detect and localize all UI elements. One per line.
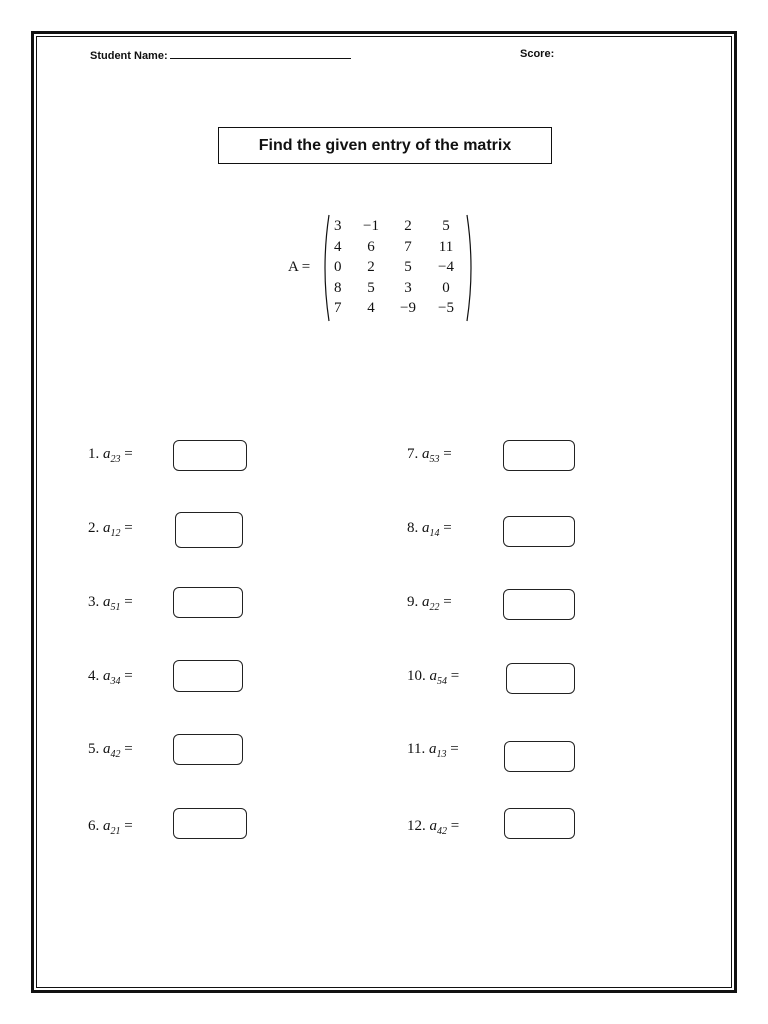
answer-box-9[interactable] xyxy=(503,589,575,620)
matrix-row xyxy=(332,237,466,258)
problem-equals: = xyxy=(124,741,133,757)
problem-variable: a xyxy=(103,818,111,834)
problem-equals: = xyxy=(450,818,460,834)
answer-box-4[interactable] xyxy=(173,660,243,692)
problem-subscript: 14 xyxy=(429,528,440,539)
problem-number: 1. xyxy=(88,446,100,462)
problem-equals: = xyxy=(124,668,133,684)
problem-subscript: 13 xyxy=(436,749,447,760)
problem-variable: a xyxy=(103,668,111,684)
problem-subscript: 22 xyxy=(429,602,440,613)
problem-1 xyxy=(88,446,133,465)
problem-3 xyxy=(88,594,133,613)
matrix-left-parenthesis xyxy=(320,214,330,322)
matrix-cell: 3 xyxy=(404,279,412,296)
problem-variable: a xyxy=(429,668,437,684)
page-border-inner xyxy=(36,36,732,988)
problem-10 xyxy=(407,668,459,687)
problem-11 xyxy=(407,741,459,760)
matrix-cell: 0 xyxy=(442,279,450,296)
problem-number: 5. xyxy=(88,741,100,757)
problem-subscript: 21 xyxy=(110,826,121,837)
problem-subscript: 34 xyxy=(110,676,121,687)
matrix-label: A = xyxy=(288,259,311,275)
problem-6 xyxy=(88,818,133,837)
matrix-cell: −9 xyxy=(400,300,416,316)
matrix-cell: 7 xyxy=(334,300,342,316)
answer-box-10[interactable] xyxy=(506,663,575,694)
matrix-grid xyxy=(332,216,466,319)
matrix-cell: 5 xyxy=(367,279,375,296)
matrix-cell: −5 xyxy=(438,300,454,316)
problem-equals: = xyxy=(124,446,133,462)
matrix-cell: 5 xyxy=(404,259,412,275)
matrix-cell: 4 xyxy=(367,300,375,316)
matrix-row xyxy=(332,278,466,299)
score-label: Score: xyxy=(520,48,555,60)
problem-variable: a xyxy=(422,594,430,610)
problem-number: 11. xyxy=(407,741,426,757)
problem-5 xyxy=(88,741,133,760)
problem-number: 7. xyxy=(407,446,419,462)
problem-variable: a xyxy=(103,594,111,610)
matrix-right-parenthesis xyxy=(466,214,476,322)
problem-8 xyxy=(407,520,452,539)
problem-equals: = xyxy=(450,668,460,684)
problem-12 xyxy=(407,818,459,837)
problem-number: 9. xyxy=(407,594,419,610)
problem-subscript: 54 xyxy=(437,676,447,687)
problem-number: 6. xyxy=(88,818,100,834)
problem-9 xyxy=(407,594,452,613)
matrix-cell: 11 xyxy=(438,238,454,255)
matrix-cell: 2 xyxy=(367,259,375,275)
problem-number: 2. xyxy=(88,520,100,536)
student-name-label: Student Name: xyxy=(90,50,168,62)
problem-subscript: 53 xyxy=(429,454,440,465)
problem-7 xyxy=(407,446,452,465)
problem-subscript: 42 xyxy=(110,749,121,760)
problem-4 xyxy=(88,668,133,687)
answer-box-12[interactable] xyxy=(504,808,575,839)
matrix-cell: 2 xyxy=(404,218,412,234)
matrix-cell: 3 xyxy=(334,218,342,234)
problem-subscript: 51 xyxy=(110,602,121,613)
answer-box-5[interactable] xyxy=(173,734,243,765)
answer-box-8[interactable] xyxy=(503,516,575,547)
problem-subscript: 12 xyxy=(110,528,121,539)
problem-equals: = xyxy=(443,594,452,610)
student-name-line xyxy=(170,48,351,59)
worksheet-title: Find the given entry of the matrix xyxy=(218,127,552,164)
matrix-cell: −1 xyxy=(363,218,379,234)
problem-number: 8. xyxy=(407,520,419,536)
answer-box-1[interactable] xyxy=(173,440,247,471)
problem-variable: a xyxy=(422,520,430,536)
matrix-cell: 0 xyxy=(334,259,342,275)
matrix-row xyxy=(332,298,466,319)
problem-number: 10. xyxy=(407,668,426,684)
answer-box-6[interactable] xyxy=(173,808,247,839)
problem-equals: = xyxy=(124,818,133,834)
problem-equals: = xyxy=(443,520,452,536)
problem-variable: a xyxy=(422,446,430,462)
problem-equals: = xyxy=(443,446,452,462)
problem-number: 12. xyxy=(407,818,426,834)
problem-number: 4. xyxy=(88,668,100,684)
problem-variable: a xyxy=(103,741,111,757)
problem-variable: a xyxy=(103,446,111,462)
answer-box-2[interactable] xyxy=(175,512,243,548)
matrix-cell: 5 xyxy=(442,218,450,234)
problem-equals: = xyxy=(450,741,459,757)
problem-variable: a xyxy=(103,520,111,536)
problem-subscript: 42 xyxy=(437,826,447,837)
problem-equals: = xyxy=(124,594,133,610)
matrix-cell: −4 xyxy=(438,259,454,275)
student-name-field xyxy=(90,48,351,62)
answer-box-11[interactable] xyxy=(504,741,575,772)
problem-variable: a xyxy=(429,818,437,834)
matrix-cell: 4 xyxy=(334,238,342,255)
answer-box-3[interactable] xyxy=(173,587,243,618)
answer-box-7[interactable] xyxy=(503,440,575,471)
matrix-row xyxy=(332,257,466,278)
matrix-cell: 7 xyxy=(404,238,412,255)
problem-subscript: 23 xyxy=(110,454,121,465)
problem-equals: = xyxy=(124,520,133,536)
problem-number: 3. xyxy=(88,594,100,610)
matrix-row xyxy=(332,216,466,237)
problem-2 xyxy=(88,520,133,539)
matrix-cell: 8 xyxy=(334,279,342,296)
problem-variable: a xyxy=(428,741,437,757)
matrix-cell: 6 xyxy=(367,238,375,255)
